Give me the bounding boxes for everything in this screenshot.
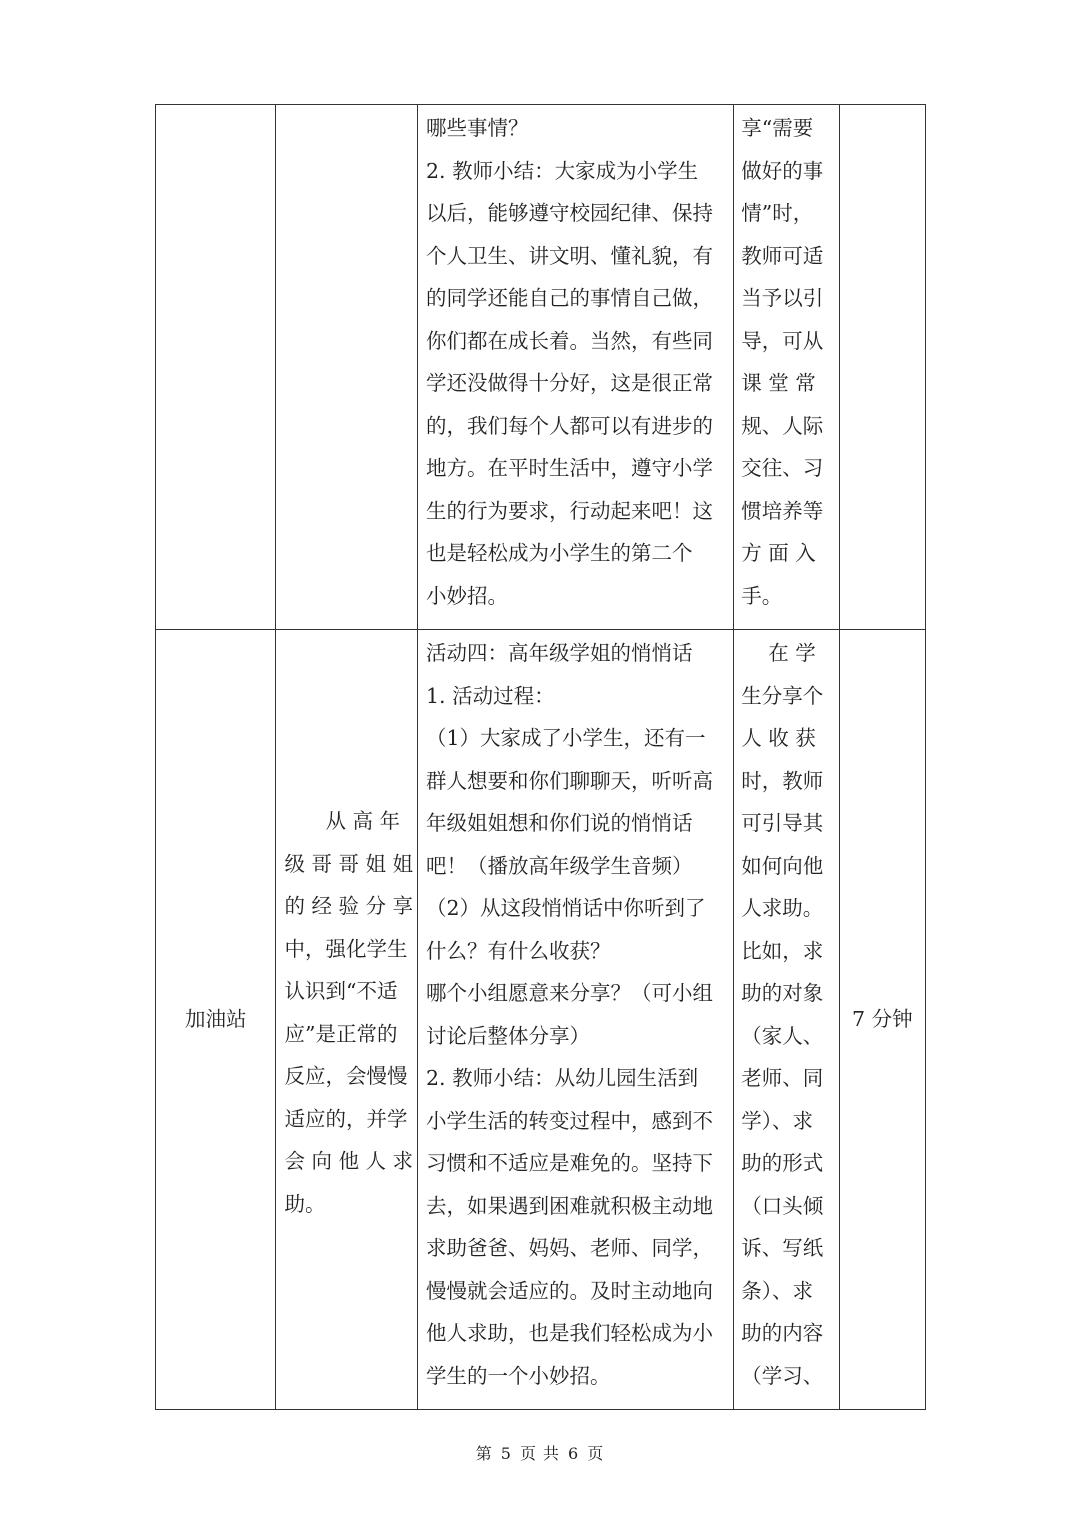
text-line: 导，可从 [741,328,824,353]
section-label: 加油站 [184,1007,247,1032]
text-line: （2）从这段悄悄话中你听到了 [426,896,706,920]
section-cell [156,105,276,630]
text-line: 也是轻松成为小学生的第二个 [426,541,693,565]
text-line: 1. 活动过程： [426,683,555,708]
goal-cell [276,105,418,630]
text-line: 人 收 获 [741,726,816,750]
time-cell [839,105,925,630]
section-label [156,105,275,107]
time-label [840,105,925,107]
text-line: 学生的一个小妙招。 [426,1363,611,1388]
text-line: 认识到“不适 [284,979,398,1003]
text-line: 如何向他 [741,853,824,878]
text-line: 反应，会慢慢 [284,1064,408,1088]
text-line: 的 经 验 分 享 [284,894,414,918]
section-cell [156,630,276,1410]
text-line: 的同学还能自己的事情自己做， [426,286,714,310]
text-line: 吧！（播放高年级学生音频） [426,853,693,878]
footer-prefix: 第 [475,1444,493,1463]
text-line: 会 向 他 人 求 [284,1149,414,1173]
footer-middle: 页 共 [519,1444,561,1463]
text-line: 时，教师 [741,768,824,793]
text-line: 课 堂 常 [741,371,816,395]
text-line: 从 高 年 [284,809,401,833]
text-line: 老师、同 [741,1066,824,1090]
time-cell [839,630,925,1410]
text-line: 交往、习 [741,456,824,480]
text-line: 应”是正常的 [284,1021,398,1046]
text-line: 哪个小组愿意来分享？（可小组 [426,981,714,1005]
text-line: 规、人际 [741,413,824,438]
text-line: 讨论后整体分享） [426,1023,591,1048]
text-line: 去，如果遇到困难就积极主动地 [426,1193,714,1218]
text-line: 方 面 入 [741,541,816,565]
text-line: 手。 [741,583,783,608]
footer-total-pages: 6 [568,1444,580,1463]
text-line: 哪些事情？ [426,116,529,140]
text-line: 助的对象 [741,981,824,1005]
process-text [418,105,733,617]
text-line: 2. 教师小结：大家成为小学生 [426,158,699,183]
process-cell [418,630,734,1410]
table-row [156,105,926,630]
text-line: 活动四：高年级学姐的悄悄话 [426,641,693,665]
text-line: 做好的事 [741,158,824,183]
text-line: 习惯和不适应是难免的。坚持下 [426,1151,714,1175]
goal-text [276,105,417,107]
table-row [156,630,926,1410]
text-line: （口头倾 [741,1193,824,1218]
text-line: 学）、求 [741,1108,813,1133]
process-text [418,630,733,1397]
goal-cell [276,630,418,1410]
text-line: 助的内容 [741,1321,824,1345]
text-line: 助。 [284,1191,326,1216]
text-line: 2. 教师小结：从幼儿园生活到 [426,1066,699,1090]
text-line: 个人卫生、讲文明、懂礼貌，有 [426,243,714,268]
text-line: 在 学 [741,641,816,665]
text-line: 惯培养等 [741,498,824,523]
text-line: 的，我们每个人都可以有进步的 [426,413,714,438]
text-line: 教师可适 [741,243,824,268]
lesson-plan-table [155,104,926,1410]
text-line: （家人、 [741,1023,824,1048]
text-line: 以后，能够遵守校园纪律、保持 [426,201,714,225]
text-line: 他人求助，也是我们轻松成为小 [426,1321,714,1345]
footer-suffix: 页 [587,1444,605,1463]
process-cell [418,105,734,630]
time-label: 7 分钟 [852,1007,913,1032]
text-line: 地方。在平时生活中，遵守小学 [426,456,714,480]
note-text [734,105,838,617]
text-line: 级 哥 哥 姐 姐 [284,851,414,876]
text-line: 群人想要和你们聊聊天，听听高 [426,768,714,793]
text-line: 当予以引 [741,286,824,310]
text-line: 中，强化学生 [284,936,408,961]
text-line: 生分享个 [741,683,824,708]
text-line: 比如，求 [741,938,824,963]
text-line: 人求助。 [741,896,824,920]
text-line: 享“需要 [741,116,814,140]
text-line: 生的行为要求，行动起来吧！这 [426,498,714,523]
text-line: 诉、写纸 [741,1236,824,1260]
text-line: 适应的，并学 [284,1106,408,1131]
text-line: 小学生活的转变过程中，感到不 [426,1108,714,1133]
text-line: 小妙招。 [426,583,509,608]
text-line: 你们都在成长着。当然，有些同 [426,328,714,353]
note-cell [734,630,839,1410]
text-line: （1）大家成了小学生，还有一 [426,726,706,750]
goal-text [276,630,417,1225]
text-line: 求助爸爸、妈妈、老师、同学， [426,1236,714,1260]
footer-page-number: 5 [500,1444,512,1463]
text-line: 情”时， [741,201,814,225]
page-footer [0,1441,1080,1464]
text-line: 年级姐姐想和你们说的悄悄话 [426,811,693,835]
text-line: （学习、 [741,1363,824,1388]
text-line: 慢慢就会适应的。及时主动地向 [426,1278,714,1303]
text-line: 助的形式 [741,1151,824,1175]
note-cell [734,105,839,630]
text-line: 条）、求 [741,1278,813,1303]
text-line: 什么？有什么收获？ [426,938,611,963]
text-line: 学还没做得十分好，这是很正常 [426,371,714,395]
note-text [734,630,838,1397]
text-line: 可引导其 [741,811,824,835]
